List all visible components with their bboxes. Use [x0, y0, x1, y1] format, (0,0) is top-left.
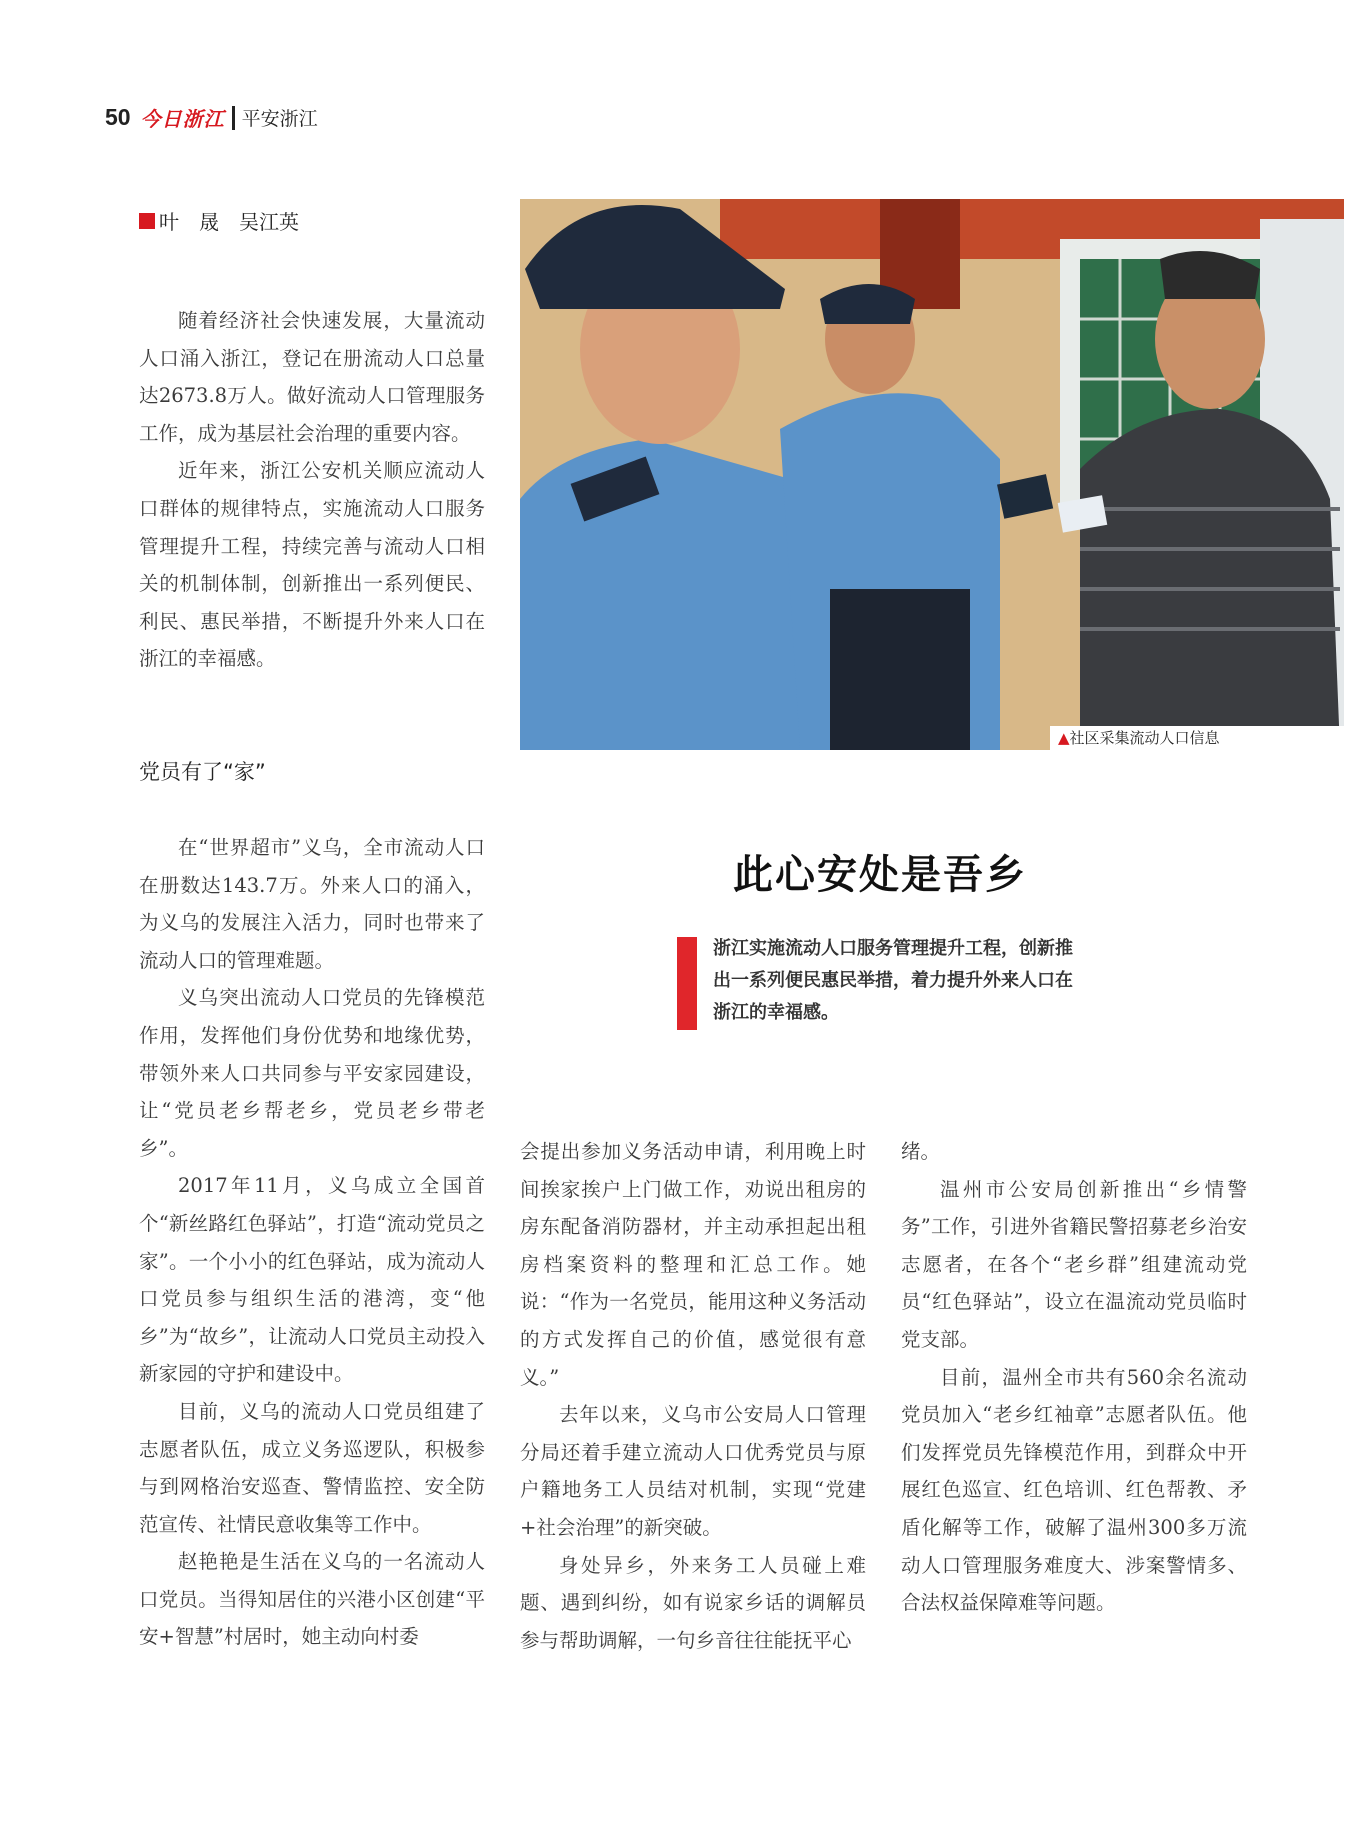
column-3 [901, 1133, 1247, 1622]
photo-caption [1050, 726, 1348, 750]
paragraph: 绪。 [901, 1140, 941, 1163]
photo-illustration [520, 199, 1344, 750]
paragraph: 身处异乡，外来务工人员碰上难题、遇到纠纷，如有说家乡话的调解员参与帮助调解，一句乡音往往能抚平心 [520, 1553, 866, 1652]
intro-column [139, 302, 485, 678]
byline-marker [139, 213, 155, 229]
section-name: 平安浙江 [241, 108, 318, 130]
paragraph: 目前，温州全市共有560余名流动党员加入“老乡红袖章”志愿者队伍。他们发挥党员先锋模范作用，到群众中开展红色巡宣、红色培训、红色帮教、矛盾化解等工作，破解了温州300多万流动人口管理服务难度大、涉案警情多、合法权益保障难等问题。 [901, 1365, 1247, 1615]
header-divider [232, 106, 235, 130]
paragraph: 赵艳艳是生活在义乌的一名流动人口党员。当得知居住的兴港小区创建“平安+智慧”村居时，她主动向村委 [139, 1550, 485, 1649]
paragraph: 在“世界超市”义乌，全市流动人口在册数达143.7万。外来人口的涌入，为义乌的发展注入活力，同时也带来了流动人口的管理难题。 [139, 836, 485, 972]
paragraph: 目前，义乌的流动人口党员组建了志愿者队伍，成立义务巡逻队，积极参与到网格治安巡查、警情监控、安全防范宣传、社情民意收集等工作中。 [139, 1399, 485, 1536]
column-2 [520, 1133, 866, 1659]
article-title: 此心安处是吾乡 [733, 851, 1027, 898]
paragraph: 温州市公安局创新推出“乡情警务”工作，引进外省籍民警招募老乡治安志愿者，在各个“老乡群”组建流动党员“红色驿站”，设立在温流动党员临时党支部。 [901, 1177, 1247, 1351]
paragraph: 随着经济社会快速发展，大量流动人口涌入浙江，登记在册流动人口总量达2673.8万人。做好流动人口管理服务工作，成为基层社会治理的重要内容。 [139, 309, 485, 445]
paragraph: 义乌突出流动人口党员的先锋模范作用，发挥他们身份优势和地缘优势，带领外来人口共同参与平安家园建设，让“党员老乡帮老乡，党员老乡带老乡”。 [139, 986, 485, 1160]
paragraph: 近年来，浙江公安机关顺应流动人口群体的规律特点，实施流动人口服务管理提升工程，持续完善与流动人口相关的机制体制，创新推出一系列便民、利民、惠民举措，不断提升外来人口在浙江的幸福感。 [139, 459, 485, 671]
article-photo [520, 199, 1344, 750]
lead-accent-bar [677, 937, 697, 1030]
subheading: 党员有了“家” [139, 760, 266, 784]
page-header [105, 103, 318, 132]
caption-text: 社区采集流动人口信息 [1069, 729, 1220, 747]
page-number: 50 [105, 104, 131, 130]
lead-text: 浙江实施流动人口服务管理提升工程，创新推出一系列便民惠民举措，着力提升外来人口在浙江的幸福感。 [713, 938, 1073, 1023]
caption-triangle-icon: ▲ [1058, 729, 1070, 747]
byline [139, 206, 299, 235]
paragraph: 去年以来，义乌市公安局人口管理分局还着手建立流动人口优秀党员与原户籍地务工人员结对机制，实现“党建+社会治理”的新突破。 [520, 1403, 866, 1539]
column-1 [139, 829, 485, 1656]
magazine-logo: 今日浙江 [140, 107, 225, 131]
paragraph: 2017年11月，义乌成立全国首个“新丝路红色驿站”，打造“流动党员之家”。一个小小的红色驿站，成为流动人口党员参与组织生活的港湾，变“他乡”为“故乡”，让流动人口党员主动投入新家园的守护和建设中。 [139, 1174, 485, 1386]
paragraph: 会提出参加义务活动申请，利用晚上时间挨家挨户上门做工作，劝说出租房的房东配备消防器材，并主动承担起出租房档案资料的整理和汇总工作。她说：“作为一名党员，能用这种义务活动的方式发挥自己的价值，感觉很有意义。” [520, 1140, 866, 1389]
byline-authors: 叶 晟 吴江英 [159, 210, 299, 234]
